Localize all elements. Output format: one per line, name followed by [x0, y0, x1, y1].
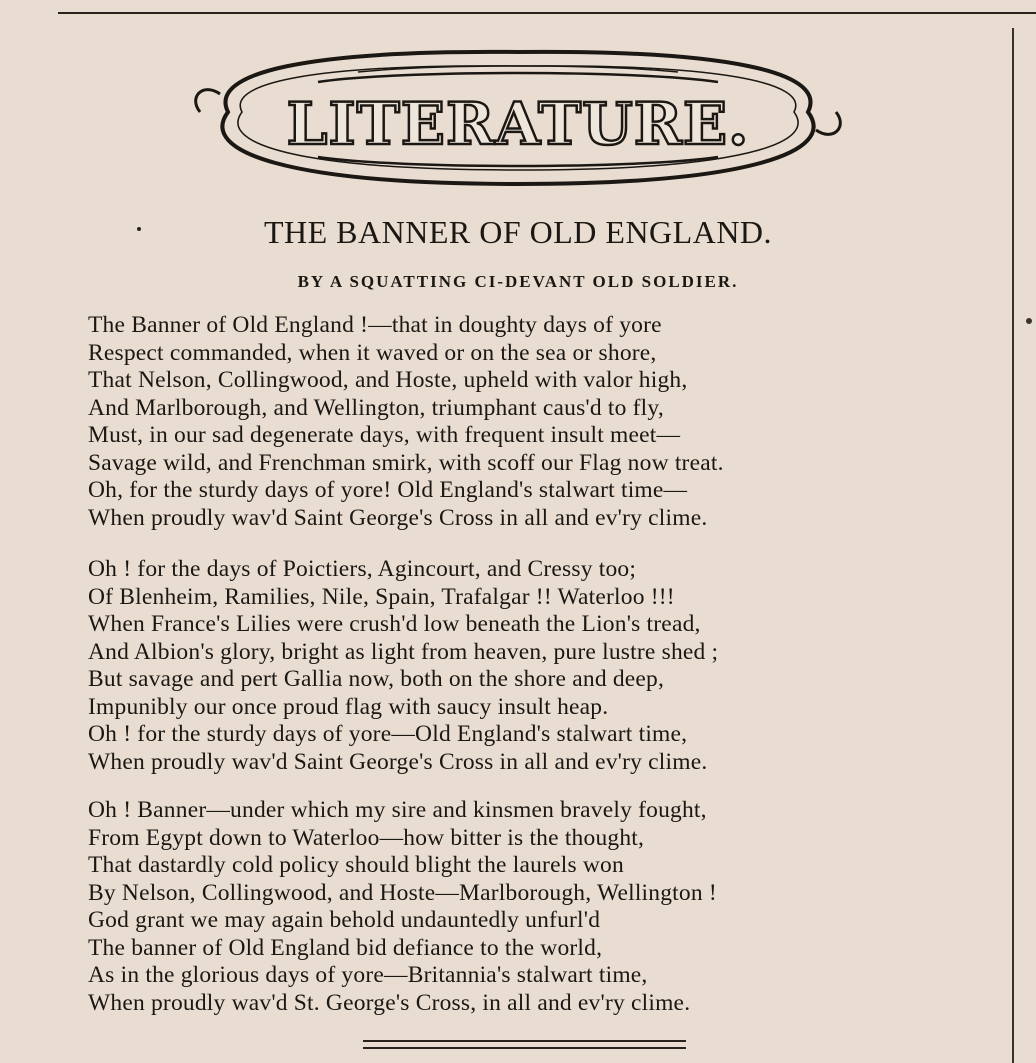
poem-line: When proudly wav'd St. George's Cross, in all and ev'ry clime. [88, 989, 691, 1016]
right-column-rule [1012, 28, 1014, 1063]
poem-line: When proudly wav'd Saint George's Cross in all and ev'ry clime. [88, 748, 708, 775]
poem-line: Oh ! Banner—under which my sire and kinsmen bravely fought, [88, 797, 707, 823]
poem-line: Must, in our sad degenerate days, with frequent insult meet— [88, 422, 681, 448]
poem-line: God grant we may again behold undauntedly unfurl'd [88, 907, 601, 933]
closing-rule-upper [363, 1040, 686, 1042]
stanza-3 [88, 797, 988, 1017]
poem-line: But savage and pert Gallia now, both on the shore and deep, [88, 666, 665, 692]
poem-line: That dastardly cold policy should blight the laurels won [88, 852, 624, 878]
poem-line: And Albion's glory, bright as light from heaven, pure lustre shed ; [88, 638, 719, 665]
poem-line: Respect commanded, when it waved or on the sea or shore, [88, 339, 657, 366]
poem-line: Of Blenheim, Ramilies, Nile, Spain, Trafalgar !! Waterloo !!! [88, 583, 675, 610]
poem-line: The Banner of Old England !—that in doughty days of yore [88, 312, 662, 338]
poem-line: From Egypt down to Waterloo—how bitter is the thought, [88, 824, 645, 851]
stanza-1 [88, 312, 988, 532]
top-column-rule [58, 12, 1036, 14]
margin-mark [1026, 318, 1032, 324]
section-heading: LITERATURE. [286, 90, 750, 158]
section-heading-banner [168, 42, 868, 192]
poem-byline: BY A SQUATTING CI-DEVANT OLD SOLDIER. [297, 272, 739, 291]
poem-line: Oh, for the sturdy days of yore! Old England's stalwart time— [88, 477, 688, 503]
poem-line: When France's Lilies were crush'd low beneath the Lion's tread, [88, 611, 701, 637]
closing-rule-lower [363, 1047, 686, 1049]
poem-line: And Marlborough, and Wellington, triumphant caus'd to fly, [88, 394, 664, 421]
poem-line: That Nelson, Collingwood, and Hoste, upheld with valor high, [88, 367, 688, 393]
poem-title: THE BANNER OF OLD ENGLAND. [263, 214, 773, 250]
poem-line: Oh ! for the sturdy days of yore—Old England's stalwart time, [88, 721, 688, 747]
poem-line: By Nelson, Collingwood, and Hoste—Marlborough, Wellington ! [88, 879, 717, 906]
poem-line: As in the glorious days of yore—Britannia's stalwart time, [88, 962, 648, 988]
stanza-2 [88, 556, 988, 776]
poem-line: When proudly wav'd Saint George's Cross in all and ev'ry clime. [88, 504, 708, 531]
poem-line: Impunibly our once proud flag with saucy insult heap. [88, 693, 609, 720]
poem-line: The banner of Old England bid defiance to the world, [88, 934, 603, 961]
poem-line: Oh ! for the days of Poictiers, Agincourt, and Cressy too; [88, 556, 637, 582]
poem-line: Savage wild, and Frenchman smirk, with scoff our Flag now treat. [88, 449, 724, 476]
